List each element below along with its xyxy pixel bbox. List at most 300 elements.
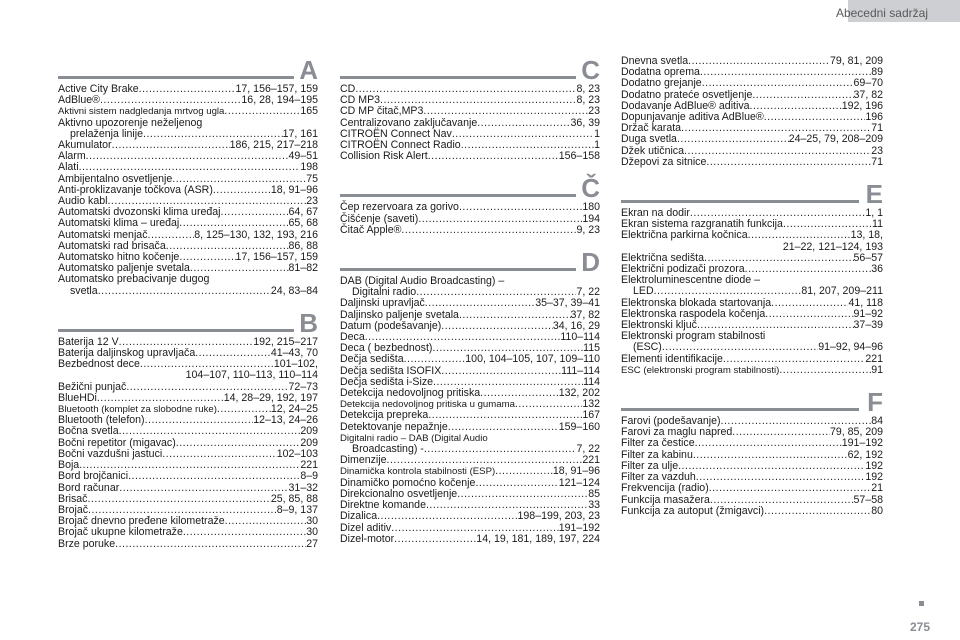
entry-term: CD MP3 xyxy=(340,94,381,107)
dot-leader xyxy=(688,56,830,67)
index-entry xyxy=(621,230,883,241)
dot-leader xyxy=(424,444,577,455)
entry-term: Daljinski upravljač xyxy=(340,297,425,310)
entry-pages: 71 xyxy=(871,155,883,168)
index-entry xyxy=(58,527,318,538)
entry-pages: 30 xyxy=(306,526,318,539)
index-entry-list xyxy=(621,56,883,168)
dot-leader xyxy=(128,471,300,482)
entry-pages: 21 xyxy=(871,482,883,495)
index-entry-continuation xyxy=(58,286,318,297)
index-entry xyxy=(621,365,883,376)
entry-term: (ESC) xyxy=(633,341,662,354)
entry-term: Automatski rad brisača xyxy=(58,239,166,252)
index-entry xyxy=(58,471,318,482)
dot-leader xyxy=(702,78,854,89)
entry-term: CITROËN Connect Nav xyxy=(340,127,452,140)
entry-pages: 7, 22 xyxy=(576,443,600,456)
section-rule xyxy=(340,76,576,79)
entry-pages: 37, 82 xyxy=(853,88,883,101)
entry-pages: 37–39 xyxy=(853,319,883,332)
dot-leader xyxy=(515,399,582,410)
index-entry xyxy=(340,466,600,477)
entry-term: Alarm xyxy=(58,150,86,163)
entry-term: Dinamička kontrola stabilnosti (ESP) xyxy=(340,466,496,478)
entry-term: Baterija 12 V xyxy=(58,335,119,348)
entry-pages: 165 xyxy=(300,105,318,118)
entry-term: Elektroluminescentne diode – xyxy=(621,274,760,287)
entry-term: Džek utičnica xyxy=(621,144,684,157)
entry-term: Dopunjavanje aditiva AdBlue® xyxy=(621,111,764,124)
entry-term: Čišćenje (saveti) xyxy=(340,212,419,225)
index-entry-continuation xyxy=(58,370,318,381)
dot-leader xyxy=(97,393,224,404)
section-rule xyxy=(621,408,859,411)
entry-pages: 8, 23 xyxy=(576,94,600,107)
dot-leader xyxy=(477,118,570,129)
entry-term: Bočni repetitor (migavac) xyxy=(58,436,176,449)
entry-pages: 33 xyxy=(588,499,600,512)
entry-pages: 111–114 xyxy=(561,364,600,377)
entry-pages: 9, 23 xyxy=(576,223,600,236)
entry-pages: 192 xyxy=(865,471,883,484)
entry-pages: 14, 28–29, 192, 197 xyxy=(223,391,318,404)
index-entry-list xyxy=(621,416,883,517)
entry-pages: 167 xyxy=(582,409,600,422)
index-entry xyxy=(340,534,600,545)
entry-term: Filter za kabinu xyxy=(621,448,693,461)
entry-pages: 65, 68 xyxy=(288,217,318,230)
index-entry-continuation xyxy=(621,286,883,297)
entry-pages: 71 xyxy=(871,122,883,135)
entry-pages: 81, 207, 209–211 xyxy=(801,285,883,298)
entry-pages: 12–13, 24–26 xyxy=(253,414,318,427)
entry-pages: 115 xyxy=(583,342,600,355)
entry-term: Detekcija prepreka xyxy=(340,409,429,422)
entry-term: Elektronski program stabilnosti xyxy=(621,330,766,343)
index-entry xyxy=(58,162,318,173)
entry-pages: 24–25, 79, 208–209 xyxy=(788,133,883,146)
section-letter: E xyxy=(865,179,883,210)
entry-term: Collision Risk Alert xyxy=(340,150,428,163)
entry-term: Deca ( bezbednost) xyxy=(340,342,433,355)
entry-term: Detekcija nedovoljnog pritiska u gumama xyxy=(340,399,515,411)
entry-pages: 91–92, 94–96 xyxy=(818,341,883,354)
entry-pages: 198 xyxy=(300,161,318,174)
entry-term: Akumulator xyxy=(58,139,112,152)
entry-pages: 89 xyxy=(871,66,883,79)
entry-term: Farovi za maglu napred xyxy=(621,426,733,439)
entry-term: Dizalica xyxy=(340,510,378,523)
index-entry xyxy=(340,298,600,309)
entry-pages: 13, 18, xyxy=(850,229,883,242)
dot-leader xyxy=(706,157,871,168)
entry-term: Električni podizači prozora xyxy=(621,263,745,276)
entry-pages: 37, 82 xyxy=(570,308,600,321)
section-rule xyxy=(621,200,859,203)
entry-term: CITROËN Connect Radio xyxy=(340,139,461,152)
section-letter: D xyxy=(581,247,600,278)
dot-leader xyxy=(355,84,576,95)
entry-pages: 18, 91–96 xyxy=(552,465,600,478)
dot-leader xyxy=(441,366,561,377)
entry-term: Datum (podešavanje) xyxy=(340,319,442,332)
entry-pages: 12, 24–25 xyxy=(270,403,318,416)
page-marker xyxy=(919,601,924,606)
entry-pages: 23 xyxy=(871,144,883,157)
dot-leader xyxy=(459,202,582,213)
index-entry xyxy=(58,274,318,285)
entry-pages: 81–82 xyxy=(288,262,318,275)
dot-leader xyxy=(654,286,802,297)
entry-pages: 24, 83–84 xyxy=(270,284,318,297)
dot-leader xyxy=(418,214,582,225)
index-entry xyxy=(340,511,600,522)
entry-pages: 35–37, 39–41 xyxy=(535,297,600,310)
dot-leader xyxy=(224,106,300,117)
index-entry-list xyxy=(58,84,318,297)
index-entry-list xyxy=(621,208,883,376)
index-entry xyxy=(340,106,600,117)
entry-term: Frekvencija (radio) xyxy=(621,482,709,495)
entry-pages: 23 xyxy=(588,105,600,118)
entry-pages: 79, 81, 209 xyxy=(829,55,883,67)
dot-leader xyxy=(764,112,866,123)
entry-pages: 221 xyxy=(865,352,883,365)
entry-pages: 21–22, 121–124, 193 xyxy=(782,240,883,253)
entry-term: Automatsko hitno kočenje xyxy=(58,251,180,264)
entry-pages: 75 xyxy=(306,172,318,185)
entry-pages: 62, 192 xyxy=(847,448,883,461)
dot-leader xyxy=(119,426,301,437)
entry-term: Brisač xyxy=(58,492,88,505)
index-entry-list xyxy=(58,337,318,550)
page-number: 275 xyxy=(909,620,930,634)
entry-term: Broadcasting) - xyxy=(352,443,424,456)
dot-leader xyxy=(183,527,306,538)
entry-term: Džepovi za sitnice xyxy=(621,155,707,168)
entry-term: Filter za čestice xyxy=(621,437,695,450)
entry-term: Anti-proklizavanje točkova (ASR) xyxy=(58,183,213,196)
index-entry xyxy=(58,140,318,151)
entry-term: Baterija daljinskog upravljača xyxy=(58,347,196,360)
entry-term: Automatski dvozonski klima uređaj xyxy=(58,206,221,219)
entry-pages: 72–73 xyxy=(288,380,318,393)
entry-term: Dodavanje AdBlue® aditiva xyxy=(621,99,750,112)
entry-pages: 84 xyxy=(871,415,883,428)
dot-leader xyxy=(480,388,559,399)
dot-leader xyxy=(700,67,871,78)
index-entry xyxy=(621,483,883,494)
dot-leader xyxy=(452,129,594,140)
entry-term: Detekcija nedovoljnog pritiska xyxy=(340,387,481,400)
entry-term: Daljinsko paljenje svetala xyxy=(340,308,459,321)
index-entry xyxy=(621,438,883,449)
dot-leader xyxy=(86,151,289,162)
dot-leader xyxy=(723,354,865,365)
entry-pages: 36 xyxy=(871,263,883,276)
entry-term: Detektovanje nepažnje xyxy=(340,420,448,433)
entry-term: prelaženja linije xyxy=(70,127,144,140)
dot-leader xyxy=(425,298,535,309)
dot-leader xyxy=(748,230,851,241)
entry-term: Bord brojčanici xyxy=(58,470,129,483)
section-letter: Č xyxy=(581,173,600,204)
section-rule xyxy=(340,268,576,271)
dot-leader xyxy=(693,450,848,461)
section-header xyxy=(621,179,883,210)
entry-term: Alati xyxy=(58,161,79,174)
entry-pages: 8, 125–130, 132, 193, 216 xyxy=(194,228,318,241)
entry-pages: 34, 16, 29 xyxy=(552,319,600,332)
entry-term: Elektronska raspodela kočenja xyxy=(621,307,766,320)
entry-term: Brojač dnevno pređene kilometraže xyxy=(58,515,225,528)
entry-pages: 85 xyxy=(588,487,600,500)
entry-term: Digitalni radio – DAB (Digital Audio xyxy=(340,432,488,444)
dot-leader xyxy=(428,410,582,421)
entry-term: Filter za ulje xyxy=(621,459,679,472)
index-entry xyxy=(621,506,883,517)
entry-term: Bluetooth (telefon) xyxy=(58,414,145,427)
entry-pages: 186, 215, 217–218 xyxy=(229,139,318,152)
entry-pages: 11 xyxy=(872,218,883,231)
entry-pages: 1 xyxy=(594,139,600,152)
dot-leader xyxy=(404,354,466,365)
entry-term: Dečja sedišta xyxy=(340,353,404,366)
section-letter: A xyxy=(299,55,318,85)
entry-term: LED xyxy=(633,285,654,298)
dot-leader xyxy=(225,516,307,527)
entry-pages: 86, 88 xyxy=(288,239,318,252)
entry-term: Automatsko prebacivanje dugog xyxy=(58,273,210,286)
entry-term: Boja xyxy=(58,459,80,472)
dot-leader xyxy=(684,146,871,157)
entry-term: Dimenzije xyxy=(340,454,387,467)
entry-term: Dinamičko pomoćno kočenje xyxy=(340,476,476,489)
entry-pages: 69–70 xyxy=(853,77,883,90)
entry-term: Aktivno upozorenje neželjenog xyxy=(58,116,203,129)
index-entry xyxy=(621,78,883,89)
section-header xyxy=(621,387,883,418)
entry-pages: 49–51 xyxy=(288,150,318,163)
section-rule xyxy=(58,76,294,79)
dot-leader xyxy=(764,506,871,517)
dot-leader xyxy=(423,106,588,117)
index-entry xyxy=(340,202,600,213)
entry-term: Digitalni radio xyxy=(352,286,417,299)
entry-term: Aktivni sistem nadgledanja mrtvog ugla xyxy=(58,106,225,118)
entry-pages: 221 xyxy=(582,454,600,467)
entry-pages: 31–32 xyxy=(288,481,318,494)
entry-term: Direktne komande xyxy=(340,499,426,512)
entry-term: Dodatna oprema xyxy=(621,66,700,79)
entry-term: Čep rezervoara za gorivo xyxy=(340,201,459,214)
entry-pages: 7, 22 xyxy=(576,286,600,299)
index-entry xyxy=(58,449,318,460)
entry-pages: 110–114 xyxy=(560,331,600,344)
dot-leader xyxy=(162,449,277,460)
entry-term: Automatsko paljenje svetala xyxy=(58,262,190,275)
dot-leader xyxy=(695,438,842,449)
entry-pages: 64, 67 xyxy=(288,206,318,219)
index-entry xyxy=(58,426,318,437)
entry-term: Bočna svetla xyxy=(58,425,119,438)
entry-term: Električna sedišta xyxy=(621,251,705,264)
entry-term: BlueHDi xyxy=(58,391,97,404)
index-column-2 xyxy=(340,56,600,557)
entry-pages: 91–92 xyxy=(853,307,883,320)
entry-pages: 8, 23 xyxy=(576,83,600,95)
index-entry xyxy=(340,151,600,162)
section-letter: B xyxy=(299,307,318,338)
entry-pages: 23 xyxy=(306,195,318,208)
entry-pages: 27 xyxy=(306,537,318,550)
index-entry xyxy=(340,422,600,433)
dot-leader xyxy=(139,84,236,95)
entry-term: Audio kabl xyxy=(58,195,108,208)
entry-term: Funkcija masažera xyxy=(621,493,710,506)
section-letter: C xyxy=(581,55,600,85)
entry-term: Bezbednost dece xyxy=(58,358,140,371)
entry-term: Elementi identifikacije xyxy=(621,352,723,365)
entry-term: Direkcionalno osvetljenje xyxy=(340,487,458,500)
dot-leader xyxy=(112,140,230,151)
dot-leader xyxy=(779,365,871,376)
entry-pages: 192 xyxy=(865,459,883,472)
index-entry xyxy=(340,354,600,365)
section-header xyxy=(340,173,600,204)
entry-pages: 25, 85, 88 xyxy=(270,492,318,505)
dot-leader xyxy=(221,207,289,218)
dot-leader xyxy=(752,90,853,101)
section-letter: F xyxy=(867,387,883,418)
entry-term: Dizel aditiv xyxy=(340,521,392,534)
index-entry xyxy=(58,218,318,229)
entry-pages: 180 xyxy=(582,201,600,214)
entry-term: DAB (Digital Audio Broadcasting) – xyxy=(340,275,505,288)
dot-leader xyxy=(475,478,558,489)
dot-leader xyxy=(495,466,553,477)
index-entry xyxy=(58,539,318,550)
entry-term: Farovi (podešavanje) xyxy=(621,415,721,428)
dot-leader xyxy=(448,422,559,433)
entry-term: Duga svetla xyxy=(621,133,677,146)
entry-term: Električna parkirna kočnica xyxy=(621,229,748,242)
entry-term: Bočni vazdušni jastuci xyxy=(58,447,163,460)
index-entry xyxy=(58,106,318,117)
dot-leader xyxy=(87,494,270,505)
index-entry xyxy=(621,157,883,168)
index-entry xyxy=(340,410,600,421)
entry-term: Elektronski ključ xyxy=(621,319,697,332)
entry-term: Deca xyxy=(340,331,365,344)
entry-pages: 8–9, 137 xyxy=(276,503,318,516)
index-column-1 xyxy=(58,56,318,562)
entry-pages: 56–57 xyxy=(853,251,883,264)
entry-pages: 192, 196 xyxy=(841,99,883,112)
index-entry xyxy=(340,225,600,236)
entry-term: Ekran sistema razgranatih funkcija xyxy=(621,218,783,231)
entry-pages: 101–102, xyxy=(273,358,318,371)
entry-pages: 41, 118 xyxy=(848,296,883,309)
entry-term: Filter za vazduh xyxy=(621,471,696,484)
dot-leader xyxy=(428,151,559,162)
entry-pages: 191–192 xyxy=(841,437,883,450)
dot-leader xyxy=(79,162,301,173)
entry-term: Dodatno prateće osvetljenje xyxy=(621,88,753,101)
entry-pages: 1 xyxy=(594,127,600,140)
entry-pages: 30 xyxy=(306,515,318,528)
entry-term: ESC (elektronski program stabilnosti) xyxy=(621,364,780,376)
entry-term: Držač karata xyxy=(621,122,682,135)
entry-pages: 156–158 xyxy=(558,150,600,163)
dot-leader xyxy=(441,321,553,332)
entry-pages: 91 xyxy=(871,363,883,376)
entry-pages: 132 xyxy=(582,398,600,411)
dot-leader xyxy=(771,298,848,309)
entry-term: Čitač Apple® xyxy=(340,223,402,236)
section-rule xyxy=(58,329,294,332)
entry-term: Dodatno grejanje xyxy=(621,77,702,90)
entry-pages: 16, 28, 194–195 xyxy=(241,94,318,107)
dot-leader xyxy=(662,342,818,353)
entry-term: Active City Brake xyxy=(58,83,139,95)
entry-pages: 80 xyxy=(871,504,883,517)
entry-pages: 198–199, 203, 23 xyxy=(517,510,600,523)
entry-pages: 8–9 xyxy=(300,470,318,483)
entry-pages: 17, 156–157, 159 xyxy=(235,251,318,264)
entry-pages: 36, 39 xyxy=(570,116,600,129)
entry-pages: 196 xyxy=(865,111,883,124)
entry-pages: 1, 1 xyxy=(865,207,883,220)
index-entry xyxy=(621,354,883,365)
section-header xyxy=(58,55,318,85)
index-entry-list xyxy=(340,84,600,162)
entry-pages: 18, 91–96 xyxy=(270,183,318,196)
entry-pages: 17, 156–157, 159 xyxy=(235,83,318,95)
entry-term: Brojač ukupne kilometraže xyxy=(58,526,183,539)
page-header-title: Abecedni sadržaj xyxy=(835,6,928,20)
entry-pages: 100, 104–105, 107, 109–110 xyxy=(465,353,600,366)
entry-pages: 209 xyxy=(300,425,318,438)
entry-term: Automatski menjač xyxy=(58,228,148,241)
entry-pages: 57–58 xyxy=(853,493,883,506)
entry-term: Brojač xyxy=(58,503,89,516)
index-entry xyxy=(58,95,318,106)
entry-term: Elektronska blokada startovanja xyxy=(621,296,772,309)
dot-leader xyxy=(696,472,866,483)
dot-leader xyxy=(745,264,872,275)
dot-leader xyxy=(213,185,271,196)
dot-leader xyxy=(394,534,476,545)
index-entry xyxy=(340,388,600,399)
entry-term: CD xyxy=(340,83,356,95)
entry-pages: 121–124 xyxy=(558,476,600,489)
entry-term: svetla xyxy=(70,284,98,297)
dot-leader xyxy=(401,225,576,236)
entry-term: Ambijentalno osvetljenje xyxy=(58,172,173,185)
dot-leader xyxy=(195,348,271,359)
dot-leader xyxy=(457,489,588,500)
index-entry-continuation xyxy=(621,342,883,353)
entry-term: CD MP čitač,MP3 xyxy=(340,105,424,118)
entry-pages: 102–103 xyxy=(276,447,318,460)
entry-pages: 17, 161 xyxy=(282,127,318,140)
entry-pages: 104–107, 110–113, 110–114 xyxy=(185,369,318,382)
entry-term: Dečja sedišta i-Size xyxy=(340,375,434,388)
entry-pages: 191–192 xyxy=(558,521,600,534)
entry-pages: 209 xyxy=(300,436,318,449)
